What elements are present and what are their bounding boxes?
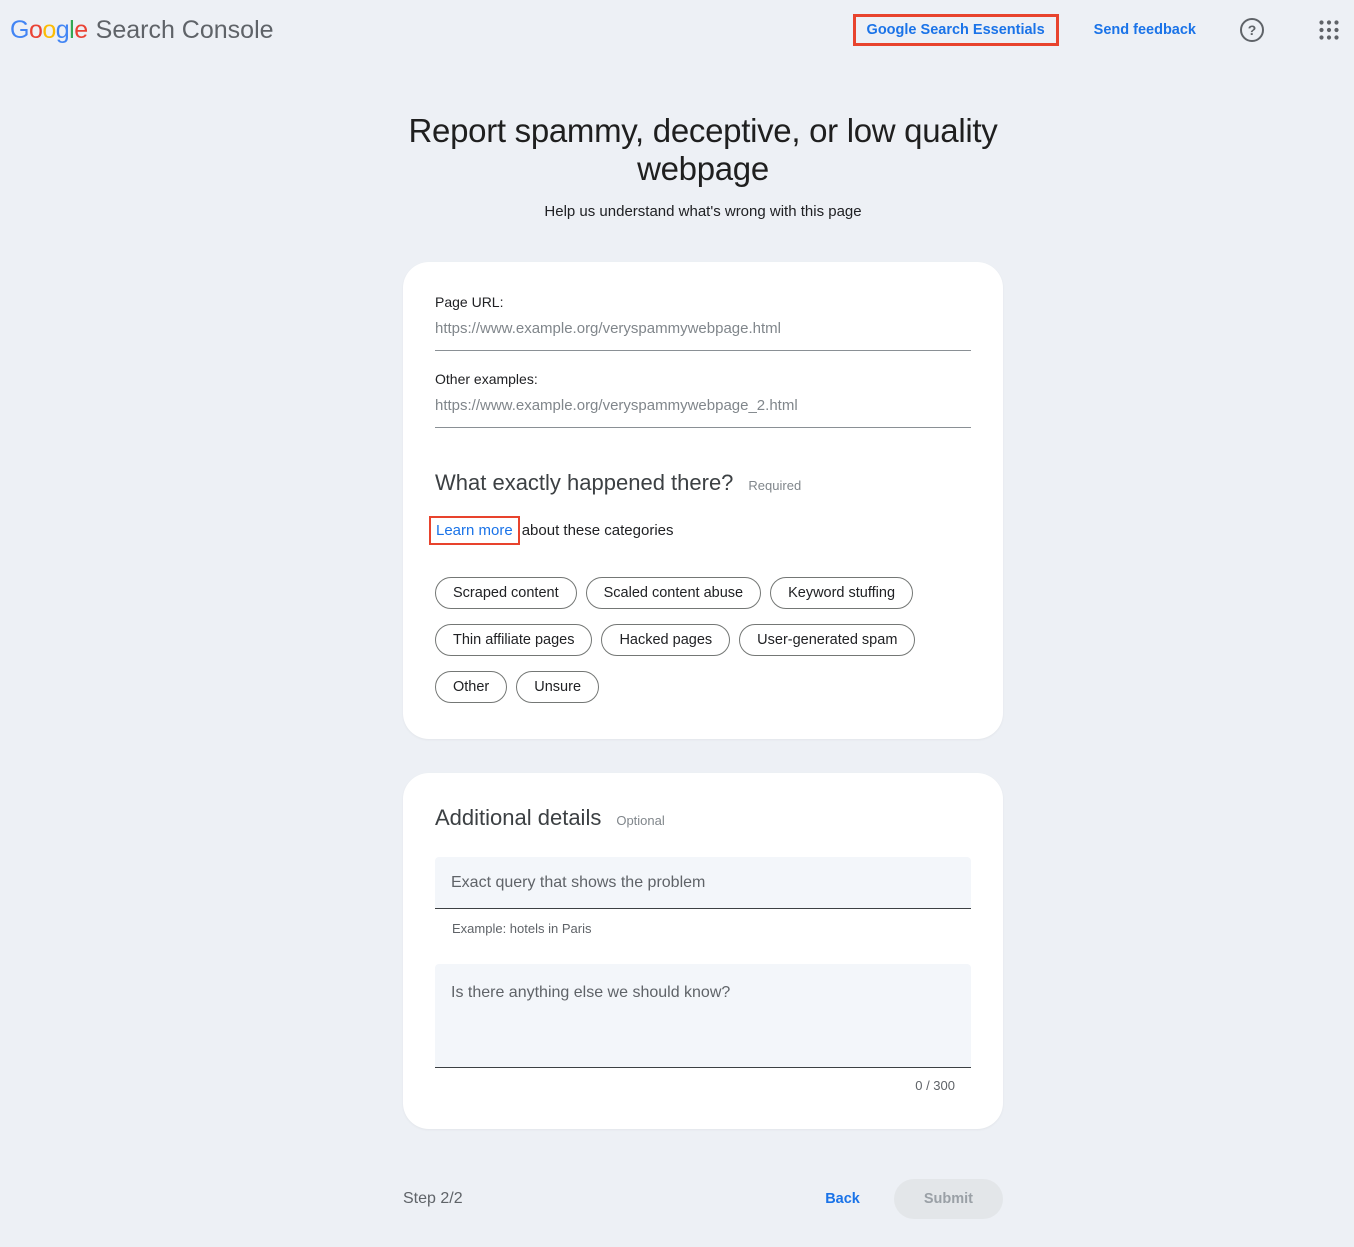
additional-details-card xyxy=(403,773,1003,1129)
top-header xyxy=(0,0,1354,60)
chip-unsure[interactable]: Unsure xyxy=(516,671,599,703)
details-heading: Additional details xyxy=(435,805,602,830)
character-counter: 0 / 300 xyxy=(915,1078,955,1093)
annotation-highlight-box xyxy=(429,516,520,545)
submit-button[interactable]: Submit xyxy=(894,1179,1003,1219)
learn-more-link[interactable]: Learn more xyxy=(436,522,513,539)
logo-product-name: Search Console xyxy=(95,15,274,44)
chip-keyword-stuffing[interactable]: Keyword stuffing xyxy=(770,577,913,609)
other-examples-input[interactable] xyxy=(435,387,971,428)
required-badge: Required xyxy=(748,478,802,493)
details-heading-row xyxy=(435,805,971,831)
wizard-footer xyxy=(403,1179,1003,1247)
step-indicator: Step 2/2 xyxy=(403,1190,463,1207)
chip-hacked-pages[interactable]: Hacked pages xyxy=(601,624,730,656)
learn-more-row xyxy=(435,516,971,545)
optional-badge: Optional xyxy=(616,813,665,828)
chip-other[interactable]: Other xyxy=(435,671,507,703)
footer-actions xyxy=(825,1179,1003,1219)
header-actions xyxy=(853,14,1340,46)
other-examples-label: Other examples: xyxy=(435,371,538,387)
apps-grid-icon[interactable] xyxy=(1318,19,1340,41)
exact-query-input[interactable] xyxy=(435,857,971,909)
question-heading-row xyxy=(435,470,971,496)
page-url-label: Page URL: xyxy=(435,294,504,310)
query-helper-text: Example: hotels in Paris xyxy=(452,921,592,936)
help-icon[interactable]: ? xyxy=(1240,18,1264,42)
back-button[interactable]: Back xyxy=(825,1191,860,1207)
page-title: Report spammy, deceptive, or low quality webpage xyxy=(408,112,998,187)
annotation-highlight-box xyxy=(853,14,1059,46)
other-examples-field-group xyxy=(435,371,971,428)
anything-else-textarea[interactable] xyxy=(435,964,971,1068)
category-chips xyxy=(435,577,935,703)
learn-more-rest-text: about these categories xyxy=(521,522,674,539)
page-subtitle: Help us understand what's wrong with this page xyxy=(544,203,862,220)
main-content xyxy=(403,112,1003,1247)
google-search-essentials-link[interactable]: Google Search Essentials xyxy=(866,22,1045,38)
logo-wordmark: Google xyxy=(10,15,88,44)
google-search-console-logo[interactable] xyxy=(10,16,274,45)
report-card xyxy=(403,262,1003,739)
page-url-input[interactable] xyxy=(435,310,971,351)
send-feedback-link[interactable]: Send feedback xyxy=(1093,22,1196,38)
chip-user-generated-spam[interactable]: User-generated spam xyxy=(739,624,915,656)
question-heading: What exactly happened there? xyxy=(435,470,734,495)
chip-thin-affiliate-pages[interactable]: Thin affiliate pages xyxy=(435,624,592,656)
page-url-field-group xyxy=(435,294,971,351)
chip-scraped-content[interactable]: Scraped content xyxy=(435,577,577,609)
chip-scaled-content-abuse[interactable]: Scaled content abuse xyxy=(586,577,761,609)
